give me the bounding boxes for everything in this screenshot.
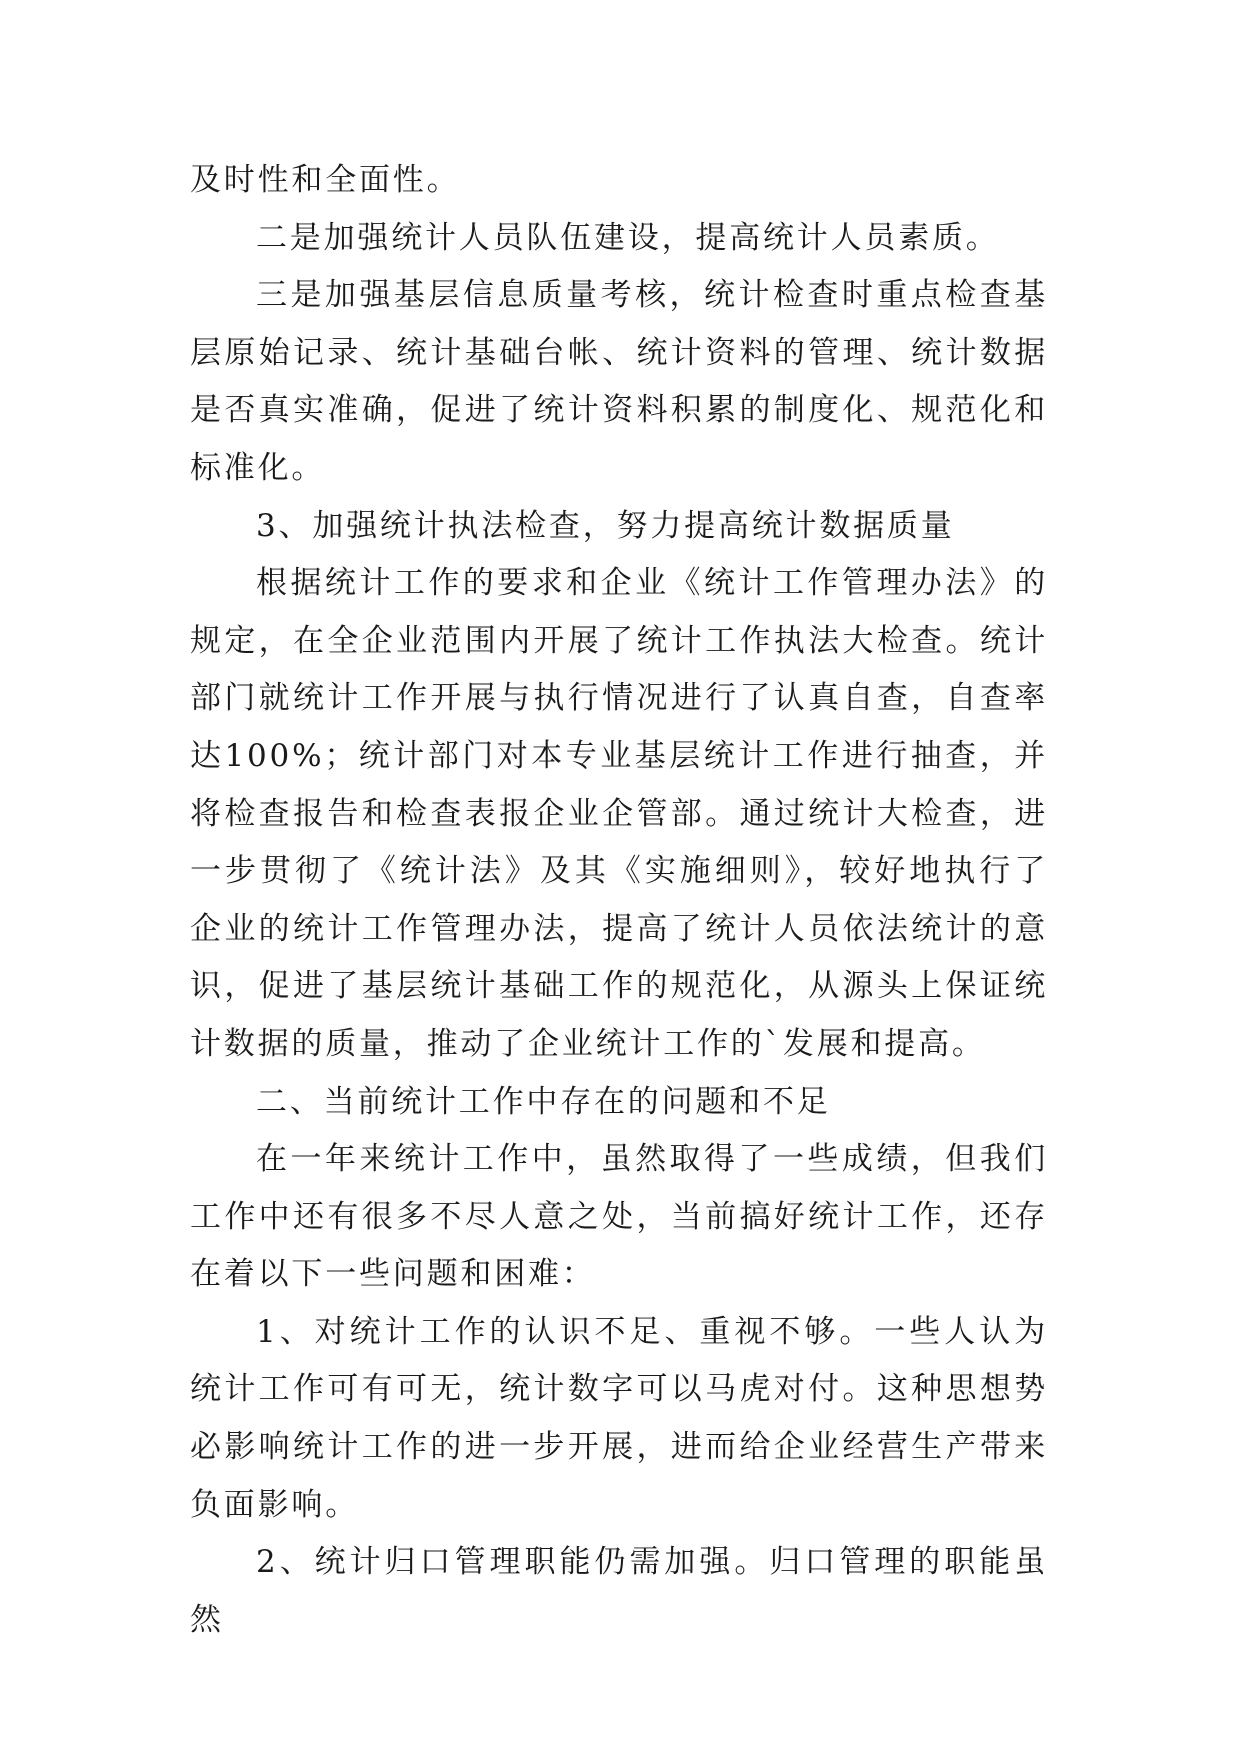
paragraph: 二是加强统计人员队伍建设，提高统计人员素质。 [256, 219, 1000, 256]
paragraph: 根据统计工作的要求和企业《统计工作管理办法》的规定，在全企业范围内开展了统计工作执法大检查。统计部门就统计工作开展与执行情况进行了认真自查，自查率达100%；统计部门对本专业基层统计工作进行抽查，并将检查报告和检查表报企业企管部。通过统计大检查，进一步贯彻了《统计法》及其《实施细则》，较好地执行了企业的统计工作管理办法，提高了统计人员依法统计的意识，促进了基层统计基础工作的规范化，从源头上保证统计数据的质量，推动了企业统计工作的`发展和提高。 [190, 565, 1048, 1062]
section-heading: 3、加强统计执法检查，努力提高统计数据质量 [256, 507, 955, 544]
paragraph: 在一年来统计工作中，虽然取得了一些成绩，但我们工作中还有很多不尽人意之处，当前搞好统计工作，还存在着以下一些问题和困难： [190, 1141, 1048, 1293]
paragraph: 1、对统计工作的认识不足、重视不够。一些人认为统计工作可有可无，统计数字可以马虎对付。这种思想势必影响统计工作的进一步开展，进而给企业经营生产带来负面影响。 [190, 1313, 1048, 1523]
paragraph: 2、统计归口管理职能仍需加强。归口管理的职能虽然 [190, 1544, 1048, 1638]
document-body [190, 152, 1048, 1649]
paragraph: 及时性和全面性。 [190, 162, 461, 198]
paragraph: 三是加强基层信息质量考核，统计检查时重点检查基层原始记录、统计基础台帐、统计资料的管理、统计数据是否真实准确，促进了统计资料积累的制度化、规范化和标准化。 [190, 277, 1048, 486]
section-heading: 二、当前统计工作中存在的问题和不足 [256, 1083, 831, 1120]
